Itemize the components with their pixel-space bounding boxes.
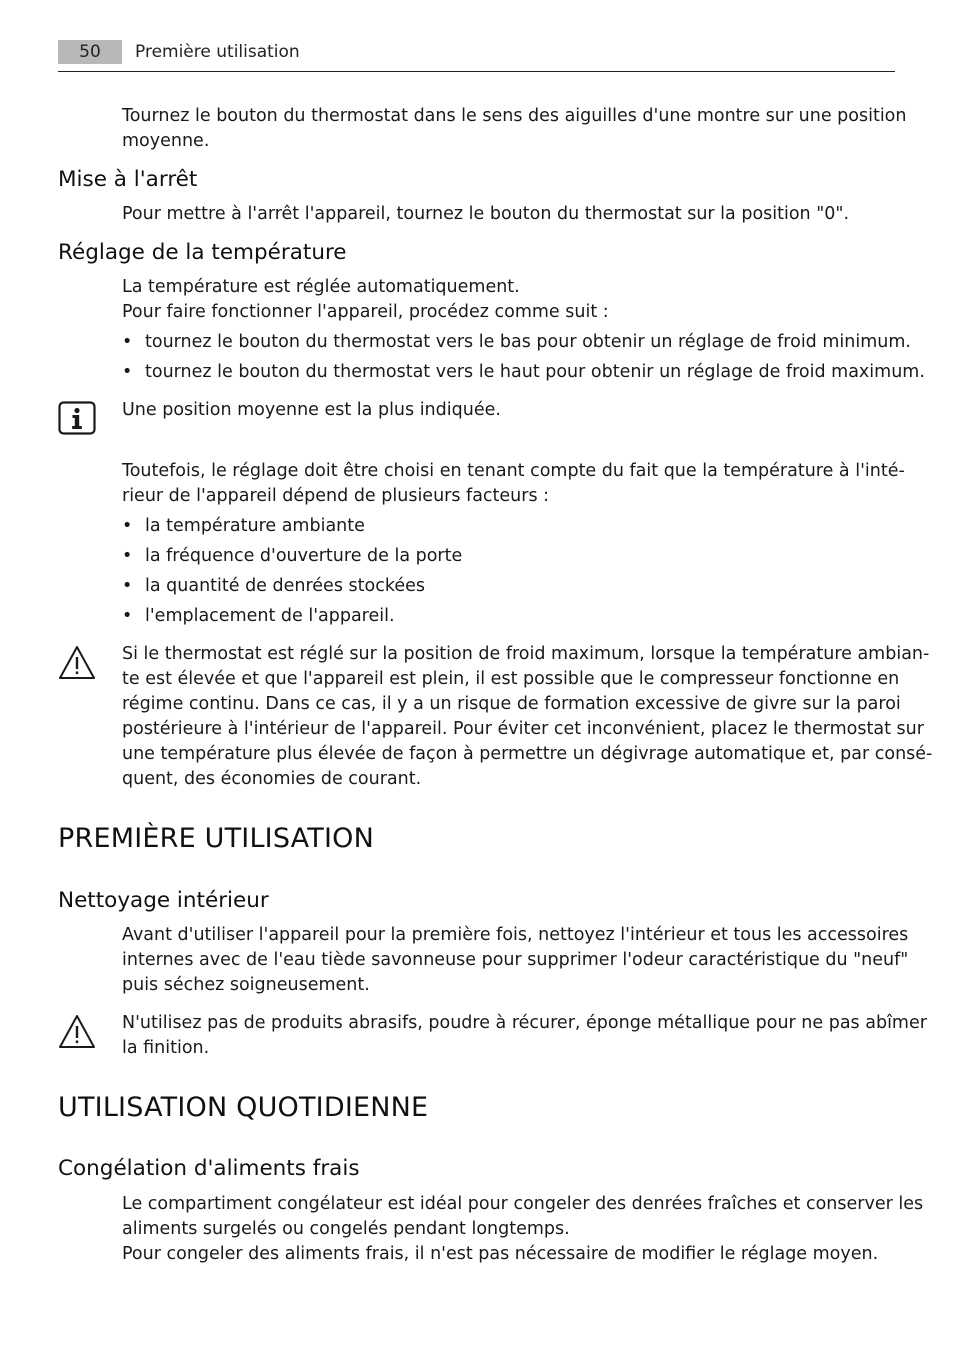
bullet-glyph: •: [122, 576, 133, 596]
warning-line-2: te est élevée et que l'appareil est plein, il est possible que le compresseur fonctionne en: [122, 669, 900, 689]
cleaning-line-2: internes avec de l'eau tiède savonneuse pour supprimer l'odeur caractéristique du "neuf": [122, 950, 909, 970]
bullet-glyph: •: [122, 516, 133, 536]
page-header: [58, 40, 895, 72]
list-item-text: tournez le bouton du thermostat vers le bas pour obtenir un réglage de froid minimum.: [145, 332, 911, 352]
freezing-line-1: Le compartiment congélateur est idéal pour congeler des denrées fraîches et conserver les: [122, 1194, 924, 1214]
cleaning-warning-line-1: N'utilisez pas de produits abrasifs, poudre à récurer, éponge métallique pour ne pas abîmer: [122, 1013, 927, 1033]
temp-line-1: La température est réglée automatiquement.: [122, 277, 520, 297]
warning-line-1: Si le thermostat est réglé sur la position de froid maximum, lorsque la température ambian-: [122, 644, 930, 664]
list-item-text: la température ambiante: [145, 516, 365, 536]
running-header-title: Première utilisation: [135, 42, 300, 62]
section-heading-temperature: Réglage de la température: [58, 240, 347, 265]
cleaning-line-1: Avant d'utiliser l'appareil pour la première fois, nettoyez l'intérieur et tous les accessoires: [122, 925, 909, 945]
section-heading-off: Mise à l'arrêt: [58, 167, 198, 192]
warning-triangle-icon: [58, 1013, 96, 1051]
freezing-line-3: Pour congeler des aliments frais, il n'est pas nécessaire de modifier le réglage moyen.: [122, 1244, 879, 1264]
factors-intro-line-2: rieur de l'appareil dépend de plusieurs facteurs :: [122, 486, 550, 506]
cleaning-line-3: puis séchez soigneusement.: [122, 975, 370, 995]
list-item-text: la fréquence d'ouverture de la porte: [145, 546, 463, 566]
intro-line-2: moyenne.: [122, 131, 210, 151]
bullet-glyph: •: [122, 546, 133, 566]
freezing-line-2: aliments surgelés ou congelés pendant longtemps.: [122, 1219, 570, 1239]
chapter-heading-daily-use: UTILISATION QUOTIDIENNE: [58, 1092, 429, 1123]
info-note-text: Une position moyenne est la plus indiquée.: [122, 400, 501, 420]
bullet-glyph: •: [122, 606, 133, 626]
section-heading-cleaning: Nettoyage intérieur: [58, 888, 269, 913]
warning-triangle-icon: [58, 644, 96, 682]
temp-line-2: Pour faire fonctionner l'appareil, procédez comme suit :: [122, 302, 609, 322]
intro-line-1: Tournez le bouton du thermostat dans le sens des aiguilles d'une montre sur une position: [122, 106, 907, 126]
list-item-text: la quantité de denrées stockées: [145, 576, 425, 596]
info-icon: [58, 401, 96, 439]
warning-line-3: régime continu. Dans ce cas, il y a un risque de formation excessive de givre sur la paroi: [122, 694, 901, 714]
section-heading-freezing: Congélation d'aliments frais: [58, 1156, 360, 1181]
factors-intro-line-1: Toutefois, le réglage doit être choisi en tenant compte du fait que la température à l'inté-: [122, 461, 905, 481]
bullet-glyph: •: [122, 332, 133, 352]
warning-line-6: quent, des économies de courant.: [122, 769, 422, 789]
warning-line-4: postérieure à l'intérieur de l'appareil. Pour éviter cet inconvénient, placez le thermostat sur: [122, 719, 924, 739]
chapter-heading-first-use: PREMIÈRE UTILISATION: [58, 823, 374, 854]
list-item-text: l'emplacement de l'appareil.: [145, 606, 395, 626]
bullet-glyph: •: [122, 362, 133, 382]
list-item-text: tournez le bouton du thermostat vers le haut pour obtenir un réglage de froid maximum.: [145, 362, 925, 382]
page-number: 50: [58, 40, 122, 64]
off-text: Pour mettre à l'arrêt l'appareil, tournez le bouton du thermostat sur la position "0".: [122, 204, 850, 224]
cleaning-warning-line-2: la finition.: [122, 1038, 210, 1058]
warning-line-5: une température plus élevée de façon à permettre un dégivrage automatique et, par consé-: [122, 744, 933, 764]
